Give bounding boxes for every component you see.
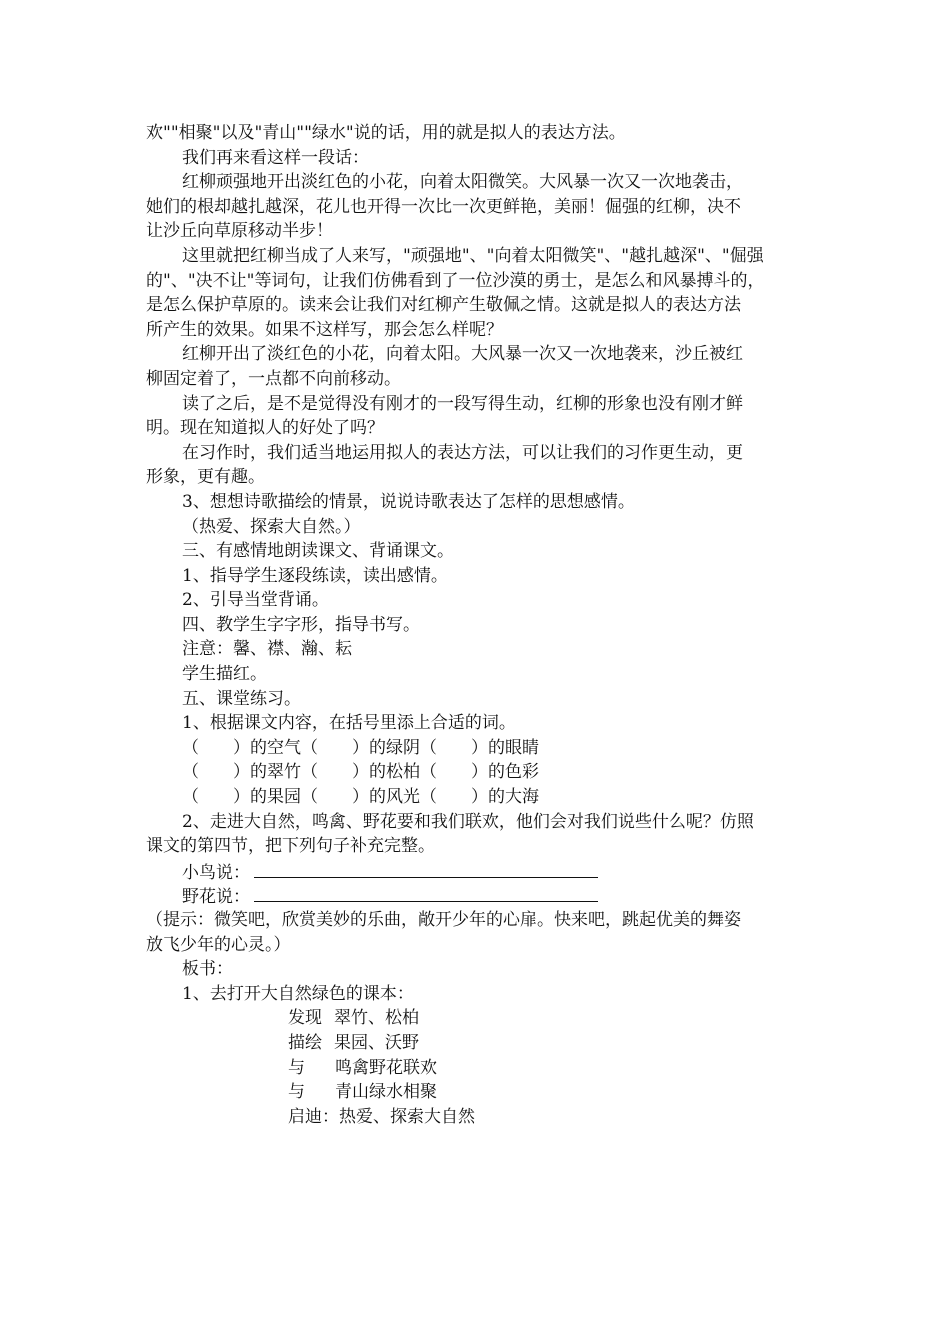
text-line: 四、教学生字字形，指导书写。 (182, 614, 420, 635)
text-line: 柳固定着了，一点都不向前移动。 (146, 368, 401, 389)
text-line: 明。现在知道拟人的好处了吗？ (146, 418, 384, 439)
board-row (146, 1080, 810, 1105)
text-line: 1、去打开大自然绿色的课本： (182, 983, 414, 1004)
text-line: 读了之后，是不是觉得没有刚才的一段写得生动，红柳的形象也没有刚才鲜 (182, 393, 743, 414)
text-line: 形象，更有趣。 (146, 467, 265, 488)
board-detail: 果园、沃野 (334, 1032, 419, 1053)
text-line: 三、有感情地朗读课文、背诵课文。 (182, 541, 454, 562)
text-line: 的"、"决不让"等词句，让我们仿佛看到了一位沙漠的勇士，是怎么和风暴搏斗的， (146, 270, 765, 291)
text-line: 学生描红。 (182, 664, 267, 685)
text-line: 这里就把红柳当成了人来写，"顽强地"、"向着太阳微笑"、"越扎越深"、"倔强 (182, 245, 764, 266)
exercise-row: （ ）的空气（ ）的绿阴（ ）的眼睛 (182, 737, 539, 758)
board-row (146, 1056, 810, 1081)
text-line: 让沙丘向草原移动半步！ (146, 221, 333, 242)
text-line: 她们的根却越扎越深，花儿也开得一次比一次更鲜艳，美丽！倔强的红柳，决不 (146, 196, 741, 217)
text-line: （提示：微笑吧，欣赏美妙的乐曲，敞开少年的心扉。快来吧，跳起优美的舞姿 (146, 910, 741, 930)
board-term: 发现 (288, 1008, 322, 1029)
board-term: 与 (288, 1082, 305, 1103)
text-line: 欢""相聚"以及"青山""绿水"说的话，用的就是拟人的表达方法。 (146, 123, 626, 143)
text-line: 在习作时，我们适当地运用拟人的表达方法，可以让我们的习作更生动，更 (182, 442, 743, 463)
answer-blank (254, 859, 598, 878)
text-line: （热爱、探索大自然。） (182, 516, 361, 537)
text-line: 我们再来看这样一段话： (182, 147, 369, 168)
fill-label: 小鸟说： (182, 862, 250, 883)
text-line: 五、课堂练习。 (182, 688, 301, 709)
text-line: 1、指导学生逐段练读，读出感情。 (182, 565, 448, 586)
text-line: 注意：馨、襟、瀚、耘 (182, 639, 352, 660)
text-line: 红柳顽强地开出淡红色的小花，向着太阳微笑。大风暴一次又一次地袭击， (182, 172, 743, 193)
board-row (146, 1105, 810, 1130)
text-line: 放飞少年的心灵。） (146, 934, 291, 955)
fill-label: 野花说： (182, 887, 250, 908)
text-line: 2、走进大自然，鸣禽、野花要和我们联欢，他们会对我们说些什么呢？仿照 (182, 811, 754, 832)
board-detail: 青山绿水相聚 (335, 1082, 437, 1103)
text-line: 2、引导当堂背诵。 (182, 590, 329, 611)
board-detail: 翠竹、松柏 (334, 1008, 419, 1029)
exercise-row: （ ）的果园（ ）的风光（ ）的大海 (182, 787, 539, 808)
text-line: 3、想想诗歌描绘的情景，说说诗歌表达了怎样的思想感情。 (182, 491, 635, 512)
answer-blank (254, 883, 598, 902)
board-row (146, 1006, 810, 1031)
exercise-row: （ ）的翠竹（ ）的松柏（ ）的色彩 (182, 762, 539, 783)
fill-line-flower (146, 883, 810, 908)
board-detail: 鸣禽野花联欢 (335, 1057, 437, 1078)
board-term: 描绘 (288, 1032, 322, 1053)
document-page (146, 121, 810, 1129)
text-line: 板书： (182, 959, 233, 980)
text-line: 课文的第四节，把下列句子补充完整。 (146, 836, 435, 857)
board-term: 启迪：热爱、探索大自然 (288, 1106, 475, 1127)
text-line: 红柳开出了淡红色的小花，向着太阳。大风暴一次又一次地袭来，沙丘被红 (182, 344, 743, 365)
text-line: 所产生的效果。如果不这样写，那会怎么样呢？ (146, 319, 503, 340)
text-line: 是怎么保护草原的。读来会让我们对红柳产生敬佩之情。这就是拟人的表达方法 (146, 295, 741, 316)
board-term: 与 (288, 1057, 305, 1078)
text-line: 1、根据课文内容，在括号里添上合适的词。 (182, 713, 516, 734)
board-row (146, 1031, 810, 1056)
fill-line-bird (146, 859, 810, 884)
